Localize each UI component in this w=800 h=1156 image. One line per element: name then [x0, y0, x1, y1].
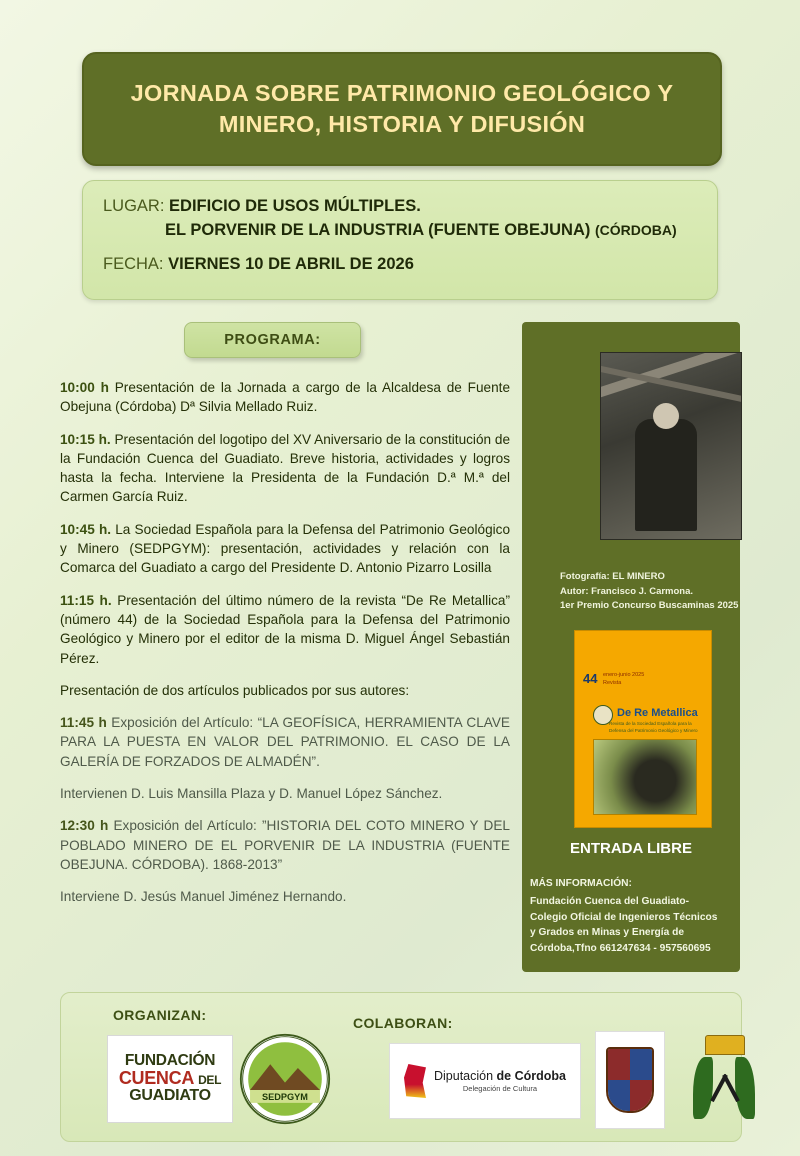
- more-info-line-3: y Grados en Minas y Energía de: [530, 927, 684, 939]
- program-badge-label: PROGRAMA:: [224, 332, 321, 348]
- free-entry-label: ENTRADA LIBRE: [570, 840, 692, 857]
- crossed-hammers-icon: [711, 1071, 739, 1105]
- program-item-text: Presentación de la Jornada a cargo de la Alcaldesa de Fuente Obejuna (Córdoba) Dª Silvia Mellado Ruiz.: [60, 380, 511, 415]
- shield-quarter-2: [630, 1049, 652, 1080]
- program-list: [60, 378, 510, 920]
- program-item-text: Exposición del Artículo: “LA GEOFÍSICA, HERRAMIENTA CLAVE PARA LA PUESTA EN VALOR DEL PATRIMONIO. EL CASO DE LA GALERÍA DE FORZADOS DE ALMADÉN”.: [60, 715, 510, 769]
- program-item-text: La Sociedad Española para la Defensa del Patrimonio Geológico y Minero (SEDPGYM): presentación, actividades y relación con la Comarca del Guadiato a cargo del Presidente D. Antonio Pizarro Losilla: [60, 521, 511, 576]
- shield-quarter-3: [608, 1080, 630, 1111]
- program-item-text: Exposición del Artículo: ”HISTORIA DEL COTO MINERO Y DEL POBLADO MINERO DE EL PORVENIR DE LA INDUSTRIA (FUENTE OBEJUNA. CÓRDOBA). 1868-2013”: [60, 818, 510, 872]
- magazine-subtitle: Revista de la Sociedad Española para la Defensa del Patrimonio Geológico y Minero: [609, 721, 698, 733]
- logo-dip-text: [434, 1069, 566, 1094]
- program-item: [60, 378, 510, 417]
- logo-ayuntamiento-fuente-obejuna: [595, 1031, 665, 1129]
- program-item: [60, 784, 510, 803]
- photo-figure-head: [653, 403, 679, 429]
- logo-dip-main-2: de Córdoba: [496, 1068, 566, 1083]
- program-badge: [184, 322, 361, 358]
- coat-of-arms-icon: [606, 1047, 654, 1113]
- page-title: [131, 78, 674, 139]
- program-item-time: 10:45 h.: [60, 521, 112, 537]
- program-item: [60, 816, 510, 874]
- title-line-2: MINERO, HISTORIA Y DIFUSIÓN: [218, 111, 586, 137]
- logo-colegio-minas: [681, 1031, 767, 1127]
- place-province: (CÓRDOBA): [594, 221, 677, 238]
- date-line: [103, 253, 697, 277]
- logo-fcg-del: DEL: [198, 1073, 222, 1088]
- magazine-photo: [593, 739, 697, 815]
- logo-fcg-cuenca: CUENCA: [118, 1068, 194, 1089]
- program-item-text: Presentación de dos artículos publicados por sus autores:: [60, 682, 410, 698]
- place-value: EDIFICIO DE USOS MÚLTIPLES.: [169, 197, 421, 215]
- magazine-cover: [574, 630, 712, 828]
- date-value: VIERNES 10 DE ABRIL DE 2026: [168, 254, 414, 273]
- program-item: [60, 520, 510, 578]
- more-info-line-2: Colegio Oficial de Ingenieros Técnicos: [530, 911, 718, 923]
- magazine-title: De Re Metallica: [617, 707, 698, 719]
- photo-caption-line-1: Fotografía: EL MINERO: [560, 571, 665, 582]
- place-label: LUGAR:: [103, 197, 165, 215]
- place-value-2: EL PORVENIR DE LA INDUSTRIA (FUENTE OBEJUNA): [165, 220, 591, 239]
- collaborators-label: COLABORAN:: [353, 1015, 453, 1031]
- logo-fundacion-cuenca-guadiato: [107, 1035, 233, 1123]
- more-info-block: [530, 876, 740, 957]
- more-info-title: MÁS INFORMACIÓN:: [530, 878, 632, 889]
- crown-icon: [705, 1035, 745, 1055]
- program-item: [60, 430, 510, 507]
- logo-dip-main: Diputación: [433, 1068, 494, 1083]
- magazine-top-text: enero-junio 2025 Revista: [603, 672, 645, 687]
- logo-dip-sub: Delegación de Cultura: [462, 1084, 538, 1094]
- laurel-left-icon: [693, 1057, 713, 1119]
- organizers-label: ORGANIZAN:: [113, 1007, 207, 1023]
- photo-caption-line-3: 1er Premio Concurso Buscaminas 2025: [560, 600, 739, 612]
- program-item: [60, 591, 510, 668]
- place-line: [103, 195, 697, 219]
- magazine-number: 44: [583, 671, 598, 686]
- photo-figure-body: [635, 419, 697, 531]
- logo-sedpgym-icon: [239, 1033, 331, 1125]
- program-item-text: Intervienen D. Luis Mansilla Plaza y D. Manuel López Sánchez.: [60, 786, 443, 802]
- program-item: [60, 713, 510, 771]
- shield-quarter-4: [630, 1080, 652, 1111]
- program-item-text: Presentación del último número de la revista “De Re Metallica” (número 44) de la Sociedad Española para la Defensa del Patrimonio Geológico y Minero por el editor de la misma D. Miguel Ángel Sebastián Pérez.: [60, 592, 511, 666]
- logo-fcg-line-2: [119, 1069, 221, 1088]
- program-item-text: Interviene D. Jesús Manuel Jiménez Hernando.: [60, 889, 347, 905]
- program-item: [60, 681, 510, 700]
- footer-logos-bar: [60, 992, 742, 1142]
- logo-fcg-line-3: GUADIATO: [129, 1087, 211, 1105]
- program-item: [60, 887, 510, 906]
- more-info-line-1: Fundación Cuenca del Guadiato-: [530, 895, 690, 907]
- program-item-time: 10:00 h: [60, 380, 109, 395]
- program-item-time: 11:45 h: [60, 715, 107, 731]
- program-item-time: 12:30 h: [60, 818, 109, 834]
- program-item-time: 11:15 h.: [60, 592, 112, 608]
- lion-emblem-icon: [404, 1064, 426, 1098]
- logo-fcg-line-1: FUNDACIÓN: [124, 1052, 216, 1070]
- title-line-1: JORNADA SOBRE PATRIMONIO GEOLÓGICO Y: [130, 80, 674, 107]
- svg-text:SEDPGYM: SEDPGYM: [262, 1092, 308, 1103]
- logo-diputacion-cordoba: [389, 1043, 581, 1119]
- miner-photo: [600, 352, 742, 540]
- photo-caption: [560, 570, 750, 614]
- place-line-2: [103, 219, 697, 243]
- date-label: FECHA:: [103, 254, 164, 273]
- poster-header: [82, 52, 722, 166]
- photo-caption-line-2: Autor: Francisco J. Carmona.: [560, 585, 694, 597]
- more-info-line-4: Córdoba,Tfno 661247634 - 957560695: [530, 943, 711, 955]
- event-info-box: [82, 180, 718, 300]
- shield-quarter-1: [608, 1049, 630, 1080]
- program-item-time: 10:15 h.: [60, 431, 111, 447]
- program-item-text: Presentación del logotipo del XV Aniversario de la constitución de la Fundación Cuenca del Guadiato. Breve historia, actividades y logros hasta la fecha. Interviene la Presidenta de la Fundación D.ª M.ª del Carmen García Ruiz.: [60, 431, 510, 505]
